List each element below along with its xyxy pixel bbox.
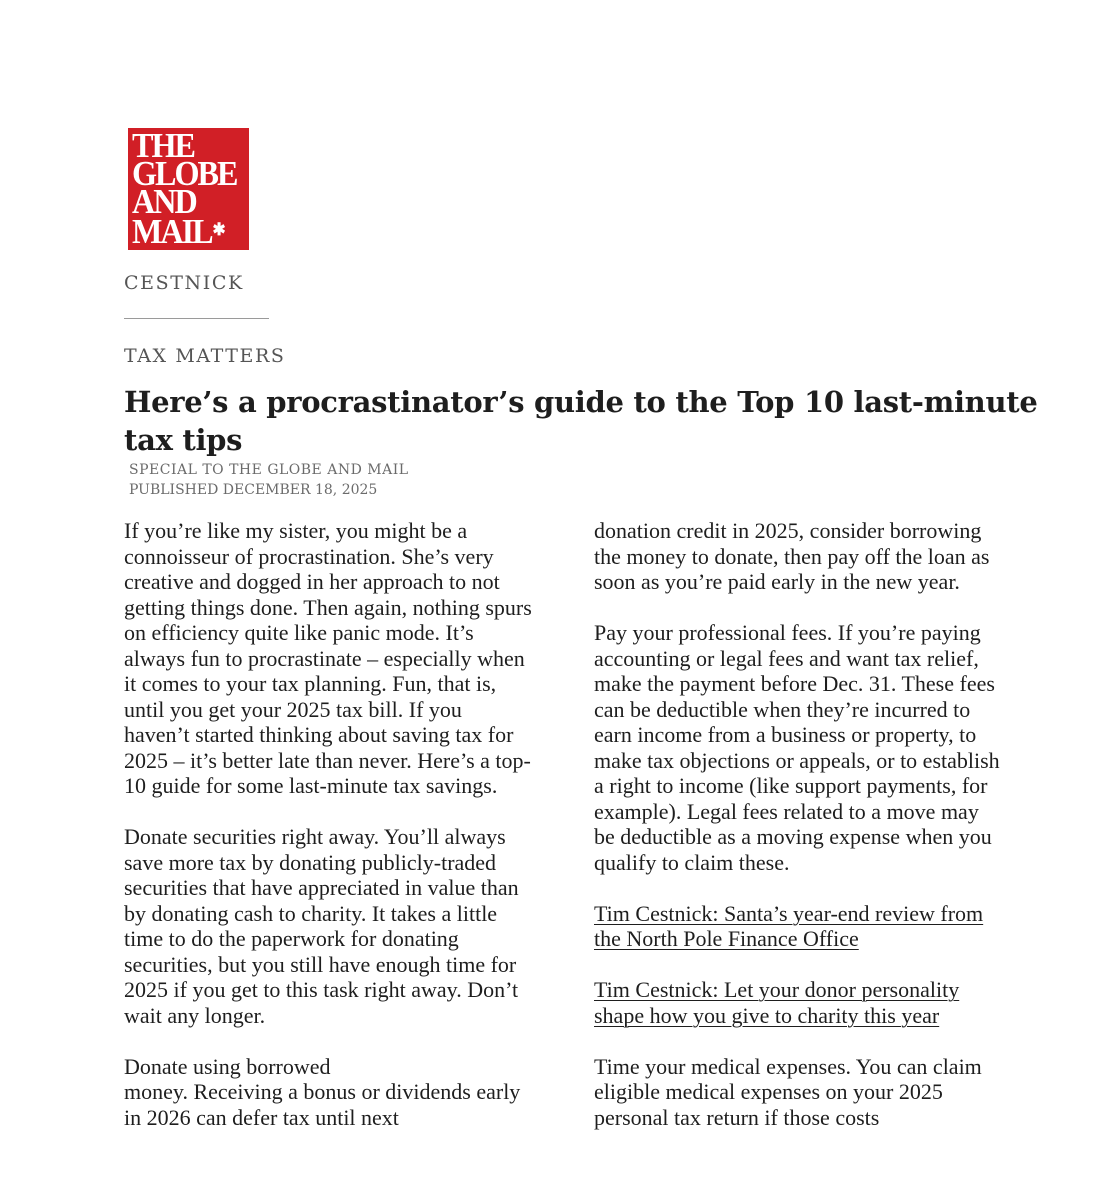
related-link-item-2 — [594, 977, 1004, 1028]
related-link-item-1 — [594, 901, 1004, 952]
paragraph-intro: If you’re like my sister, you might be a connoisseur of procrastination. She’s very creative and dogged in her approach to not getting things done. Then again, nothing spurs on efficiency quite like panic mode. It’s always fun to procrastinate – especially when it comes to your tax planning. Fun, that is, until you get your 2025 tax bill. If you haven’t started thinking about saving tax for 2025 – it’s better late than never. Here’s a top-10 guide for some last-minute tax savings. — [124, 518, 532, 798]
paragraph-medical-expenses: Time your medical expenses. You can claim eligible medical expenses on your 2025 personal tax return if those costs — [594, 1053, 982, 1130]
logo-line-3: AND — [132, 182, 196, 221]
maple-leaf-icon: ✱ — [212, 220, 226, 239]
paragraph-borrowed-money-line1: Donate using borrowed — [124, 1053, 331, 1079]
paragraph-professional-fees: Pay your professional fees. If you’re paying accounting or legal fees and want tax relief, make the payment before Dec. 31. These fees can be deductible when they’re incurred to earn income from a business or property, to make tax objections or appeals, or to establish a right to income (like support payments, for example). Legal fees related to a move may be deductible as a moving expense when you qualify to claim these. — [594, 620, 1000, 875]
related-link-donor-personality[interactable]: Tim Cestnick: Let your donor personality shape how you give to charity this year — [594, 977, 960, 1028]
logo-line-4 — [132, 212, 238, 250]
publish-date: PUBLISHED DECEMBER 18, 2025 — [129, 482, 378, 498]
section-divider — [124, 318, 269, 319]
article-column-left — [124, 518, 532, 1156]
byline-source: SPECIAL TO THE GLOBE AND MAIL — [129, 462, 409, 478]
paragraph-borrowed-money — [124, 1054, 532, 1131]
globe-and-mail-logo[interactable] — [128, 128, 249, 250]
paragraph-donate-securities: Donate securities right away. You’ll always save more tax by donating publicly-traded securities that have appreciated in value than by donating cash to charity. It takes a little time to do the paperwork for donating securities, but you still have enough time for 2025 if you get to this task right away. Don’t wait any longer. — [124, 824, 519, 1028]
kicker-label[interactable]: TAX MATTERS — [124, 345, 286, 367]
logo-line-1: THE — [132, 128, 194, 165]
logo-line-2: GLOBE — [132, 154, 237, 193]
article-headline: Here’s a procrastinator’s guide to the Top 10 last-minute tax tips — [124, 385, 1038, 457]
paragraph-borrowed-money-rest: money. Receiving a bonus or dividends early in 2026 can defer tax until next — [124, 1079, 521, 1130]
related-link-santa-review[interactable]: Tim Cestnick: Santa’s year-end review from the North Pole Finance Office — [594, 900, 984, 951]
article-column-right — [594, 518, 1004, 1156]
logo-line-4-text: MAIL — [132, 212, 212, 250]
byline — [129, 460, 409, 500]
paragraph-donation-credit: donation credit in 2025, consider borrowing the money to donate, then pay off the loan as soon as you’re paid early in the new year. — [594, 518, 990, 594]
section-label[interactable]: CESTNICK — [124, 272, 244, 294]
